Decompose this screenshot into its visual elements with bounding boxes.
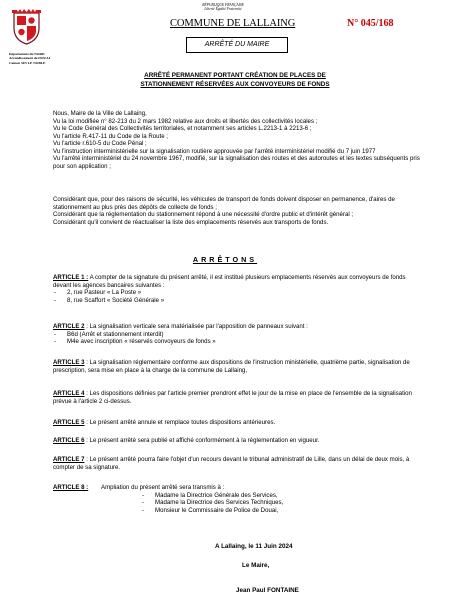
article-label: ARTICLE 6: [53, 437, 85, 444]
preamble: [53, 110, 425, 170]
list-item: - 8, rue Scaffort « Société Générale »: [53, 297, 425, 305]
signature-name: Jean Paul FONTAINE: [236, 587, 299, 594]
article-label: ARTICLE 1 :: [53, 274, 89, 281]
article-text: : La signalisation réglementaire conforme aux dispositions de l'instruction ministérielle, quatrième partie, signalisation de prescription, sera mise en place à la charge de la commune de Lallaing,: [53, 359, 410, 374]
article-text: : Le présent arrêté sera publié et affiché conformément à la réglementation en vigueur.: [84, 437, 320, 444]
article-3: [53, 359, 425, 374]
article-label: ARTICLE 4: [53, 390, 85, 397]
considerants: [53, 196, 425, 226]
article-5: [53, 419, 425, 427]
list-item: - Madame la Directrice Générale des Services,: [141, 492, 411, 500]
vu-line: Vu l'article R.417-11 du Code de la Route ;: [53, 132, 168, 140]
list-item: - M4e avec inscription « réservés convoyeurs de fonds »: [53, 338, 425, 346]
article-label: ARTICLE 7: [53, 456, 85, 463]
republic-motto: RÉPUBLIQUE FRANÇAISE Liberté Égalité Fraternité: [202, 3, 244, 12]
list-item: - B6d (Arrêt et stationnement interdit): [53, 331, 425, 339]
signature-place-date: A Lallaing, le 11 Juin 2024: [215, 543, 293, 550]
article-4: [53, 390, 425, 405]
list-item: - Monsieur le Commissaire de Police de Douai,: [141, 507, 411, 515]
commune-title: COMMUNE DE LALLAING: [170, 18, 296, 29]
arretons-heading: ARRÊTONS: [192, 255, 258, 264]
article-label: ARTICLE 3: [53, 359, 85, 366]
article-label: ARTICLE 5: [53, 419, 85, 426]
article-text: : Le présent arrêté annule et remplace toutes dispositions antérieures.: [84, 419, 276, 426]
article-label: ARTICLE 8 :: [53, 484, 89, 491]
considerant-line: Considérant que, pour des raisons de sécurité, les véhicules de transport de fonds doivent disposer en permanence, d'aires de stationnement au plus près des dépôts de collecte de fonds ;: [53, 196, 395, 211]
list-item: - Madame la Directrice des Services Techniques,: [141, 499, 411, 507]
vu-line: Vu le Code Général des Collectivités territoriales, et notamment ses articles L.2213-1 à 2213-6 ;: [53, 125, 312, 132]
department-info: Département du NORD Arrondissement de DOUAI Canton SIN LE NOBLE: [9, 52, 50, 65]
article-7: [53, 456, 425, 471]
crest-logo: [9, 8, 44, 46]
article-2: [53, 323, 425, 346]
preamble-intro: Nous, Maire de la Ville de Lallaing,: [53, 110, 147, 117]
arrete-number: N° 045/168: [347, 18, 394, 29]
article-text: A compter de la signature du présent arrêté, il est institué plusieurs emplacements réservés aux convoyeurs de fonds devant les agences bancaires suivantes :: [53, 274, 406, 289]
article-6: [53, 437, 425, 445]
article-1: [53, 274, 425, 304]
article-label: ARTICLE 2: [53, 323, 85, 330]
considerant-line: Considérant que la réglementation du stationnement répond à une nécessité d'ordre public et d'intérêt général ;: [53, 211, 354, 218]
signature-title: Le Maire,: [242, 562, 270, 569]
vu-line: Vu l'instruction interministérielle sur la signalisation routière approuvée par l'arrêté interministériel modifié du 7 juin 1977: [53, 147, 376, 155]
vu-line: Vu l'arrêté interministériel du 24 novembre 1967, modifié, sur la signalisation des routes et des autoroutes et les textes subséquents pris pour son application ;: [53, 155, 420, 170]
article-text: Ampliation du présent arrêté sera transmis à :: [101, 484, 225, 491]
arrete-label-box: ARRÊTÉ DU MAIRE: [186, 37, 288, 53]
article-text: : Le présent arrêté pourra faire l'objet d'un recours devant le tribunal administratif de Lille, dans un délai de deux mois, à compter de sa signature.: [53, 456, 410, 471]
considerant-line: Considérant qu'il convient de réactualiser la liste des emplacements réservés aux transports de fonds.: [53, 218, 329, 226]
article-text: : La signalisation verticale sera matérialisée par l'apposition de panneaux suivant :: [84, 323, 308, 330]
article-text: : Les dispositions définies par l'article premier prendront effet le jour de la mise en place de l'ensemble de la signalisation prévue à l'article 2 ci-dessus.: [53, 390, 412, 405]
document-title: ARRÊTÉ PERMANENT PORTANT CRÉATION DE PLACES DE STATIONNEMENT RÉSERVÉES AUX CONVOYEURS DE FONDS: [140, 72, 330, 88]
vu-line: Vu l'article r.610-5 du Code Pénal ;: [53, 140, 147, 147]
list-item: - 2, rue Pasteur « La Poste »: [53, 289, 425, 297]
vu-line: Vu la loi modifiée n° 82-213 du 2 mars 1982 relative aux droits et libertés des collectivités locales ;: [53, 117, 318, 125]
